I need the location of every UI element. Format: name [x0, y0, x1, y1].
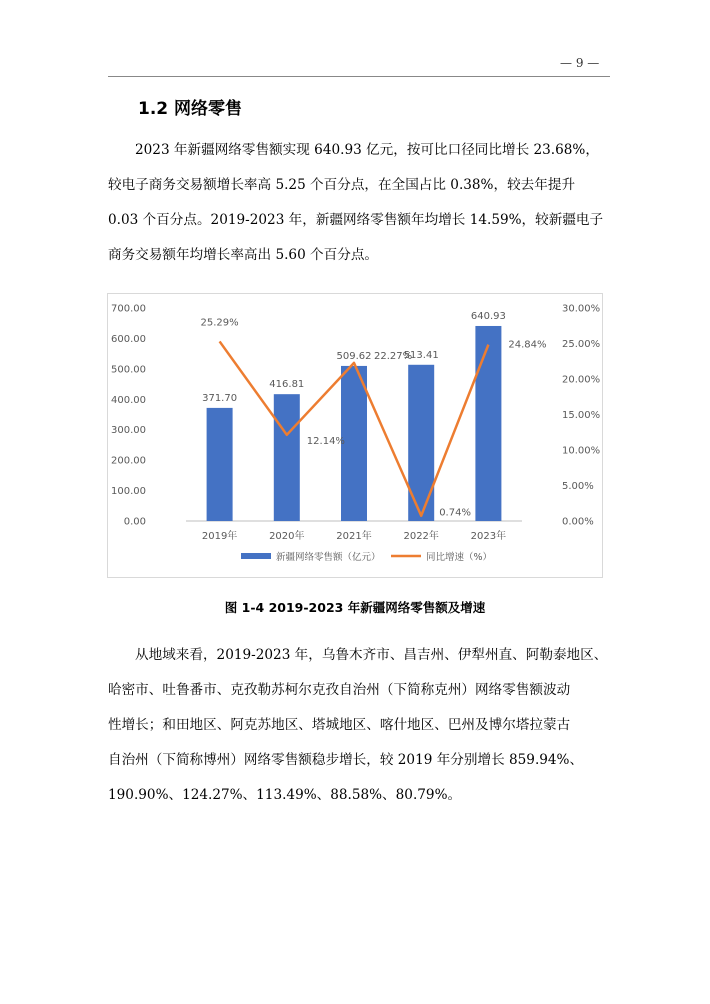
legend-bar-label: 新疆网络零售额（亿元） [276, 552, 381, 563]
x-axis-tick-label: 2023年 [470, 531, 507, 542]
paragraph-line: 商务交易额年均增长率高出 5.60 个百分点。 [108, 247, 379, 263]
paragraph-online-retail-summary [108, 133, 613, 273]
left-axis-tick-label: 300.00 [111, 425, 146, 437]
paragraph-line: 从地域来看，2019-2023 年，乌鲁木齐市、昌吉州、伊犁州直、阿勒泰地区、 [135, 647, 608, 663]
paragraph-line: 2023 年新疆网络零售额实现 640.93 亿元，按可比口径同比增长 23.68%， [135, 142, 599, 158]
line-data-label: 12.14% [306, 435, 345, 447]
left-axis-tick-label: 500.00 [111, 364, 146, 376]
retail-chart [108, 294, 602, 577]
legend-bar-swatch [241, 553, 271, 559]
line-data-label: 0.74% [439, 507, 471, 519]
page-header-rule [108, 76, 610, 77]
chart-frame [107, 293, 603, 578]
left-axis-tick-label: 700.00 [111, 303, 146, 315]
x-axis-tick-label: 2020年 [269, 531, 305, 542]
x-axis-tick-label: 2019年 [201, 531, 238, 542]
legend-line-label: 同比增速（%） [426, 552, 493, 563]
left-axis-tick-label: 400.00 [111, 394, 146, 406]
right-axis-tick-label: 0.00% [562, 516, 594, 528]
bar-data-label: 513.41 [403, 349, 439, 361]
bar [274, 394, 300, 521]
line-data-label: 25.29% [200, 317, 239, 329]
bar-data-label: 509.62 [336, 350, 372, 362]
x-axis-tick-label: 2022年 [403, 531, 439, 542]
paragraph-line: 性增长；和田地区、阿克苏地区、塔城地区、喀什地区、巴州及博尔塔拉蒙古 [108, 717, 571, 733]
left-axis-tick-label: 100.00 [111, 486, 146, 498]
paragraph-line: 190.90%、124.27%、113.49%、88.58%、80.79%。 [108, 787, 462, 803]
left-axis-tick-label: 0.00 [123, 516, 146, 528]
paragraph-line: 0.03 个百分点。2019-2023 年，新疆网络零售额年均增长 14.59%，较新疆电子 [108, 212, 604, 228]
paragraph-line: 较电子商务交易额增长率高 5.25 个百分点，在全国占比 0.38%，较去年提升 [108, 177, 576, 193]
left-axis-tick-label: 600.00 [111, 333, 146, 345]
left-axis-tick-label: 200.00 [111, 455, 146, 467]
figure-caption: 图 1-4 2019-2023 年新疆网络零售额及增速 [224, 600, 486, 615]
bar-data-label: 371.70 [202, 392, 238, 404]
bar-data-label: 640.93 [470, 310, 506, 322]
paragraph-regional-analysis [108, 638, 613, 813]
line-data-label: 24.84% [508, 339, 547, 351]
right-axis-tick-label: 25.00% [562, 339, 601, 350]
paragraph-line: 自治州（下简称博州）网络零售额稳步增长，较 2019 年分别增长 859.94%、 [108, 752, 584, 768]
line-data-label: 22.27% [374, 350, 413, 362]
right-axis-tick-label: 30.00% [562, 303, 601, 315]
bar [207, 408, 233, 521]
bar [475, 326, 501, 521]
paragraph-line: 哈密市、吐鲁番市、克孜勒苏柯尔克孜自治州（下简称克州）网络零售额波动 [108, 682, 571, 698]
x-axis-tick-label: 2021年 [336, 531, 372, 542]
bar-data-label: 416.81 [269, 379, 305, 391]
right-axis-tick-label: 15.00% [562, 410, 601, 421]
page-number: — 9 — [560, 56, 600, 70]
right-axis-tick-label: 10.00% [562, 445, 601, 457]
section-heading: 1.2 网络零售 [138, 99, 243, 119]
right-axis-tick-label: 5.00% [562, 481, 594, 492]
right-axis-tick-label: 20.00% [562, 374, 601, 386]
